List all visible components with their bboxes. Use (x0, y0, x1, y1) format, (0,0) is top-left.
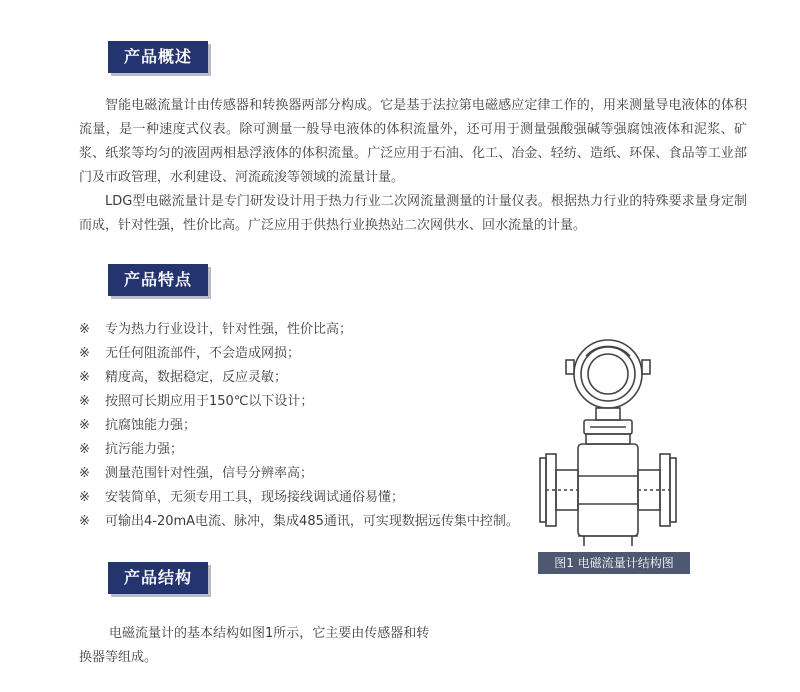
features-heading: 产品特点 (108, 264, 208, 296)
feature-text: 抗污能力强； (105, 442, 184, 457)
list-item (79, 414, 529, 438)
overview-paragraph-2: LDG型电磁流量计是专门研发设计用于热力行业二次网流量测量的计量仪表。根据热力行业的特殊要求量身定制而成，针对性强，性价比高。广泛应用于供热行业换热站二次网供水、回水流量的计量。 (79, 194, 747, 233)
bullet-mark: ※ (79, 370, 90, 385)
overview-paragraph-1: 智能电磁流量计由传感器和转换器两部分构成。它是基于法拉第电磁感应定律工作的，用来测量导电液体的体积流量，是一种速度式仪表。除可测量一般导电液体的体积流量外，还可用于测量强酸强碱等强腐蚀液体和泥浆、矿浆、纸浆等均匀的液固两相悬浮液体的体积流量。广泛应用于石油、化工、冶金、轻纺、造纸、环保、食品等工业部门及市政管理，水利建设、河流疏浚等领域的流量计量。 (79, 98, 747, 185)
figure-caption: 图1 电磁流量计结构图 (538, 552, 690, 574)
list-item (79, 390, 529, 414)
feature-text: 测量范围针对性强，信号分辨率高； (105, 466, 314, 481)
bullet-mark: ※ (79, 442, 90, 457)
list-item (79, 438, 529, 462)
feature-text: 安装简单，无须专用工具，现场接线调试通俗易懂； (105, 490, 405, 505)
flowmeter-diagram-icon (538, 326, 698, 552)
bullet-mark: ※ (79, 490, 90, 505)
feature-text: 专为热力行业设计，针对性强，性价比高； (105, 322, 353, 337)
bullet-mark: ※ (79, 322, 90, 337)
bullet-mark: ※ (79, 418, 90, 433)
list-item (79, 366, 529, 390)
feature-text: 抗腐蚀能力强； (105, 418, 197, 433)
features-list (79, 318, 529, 534)
structure-text: 电磁流量计的基本结构如图1所示，它主要由传感器和转换器等组成。 (79, 626, 430, 665)
list-item (79, 342, 529, 366)
list-item (79, 486, 529, 510)
feature-text: 按照可长期应用于150℃以下设计； (105, 394, 314, 409)
list-item (79, 510, 529, 534)
bullet-mark: ※ (79, 514, 90, 529)
bullet-mark: ※ (79, 466, 90, 481)
list-item (79, 462, 529, 486)
overview-heading: 产品概述 (108, 41, 208, 73)
feature-text: 精度高，数据稳定，反应灵敏； (105, 370, 288, 385)
structure-heading: 产品结构 (108, 562, 208, 594)
bullet-mark: ※ (79, 394, 90, 409)
feature-text: 可输出4-20mA电流、脉冲，集成485通讯，可实现数据远传集中控制。 (105, 514, 519, 529)
feature-text: 无任何阻流部件，不会造成网损； (105, 346, 301, 361)
bullet-mark: ※ (79, 346, 90, 361)
list-item (79, 318, 529, 342)
